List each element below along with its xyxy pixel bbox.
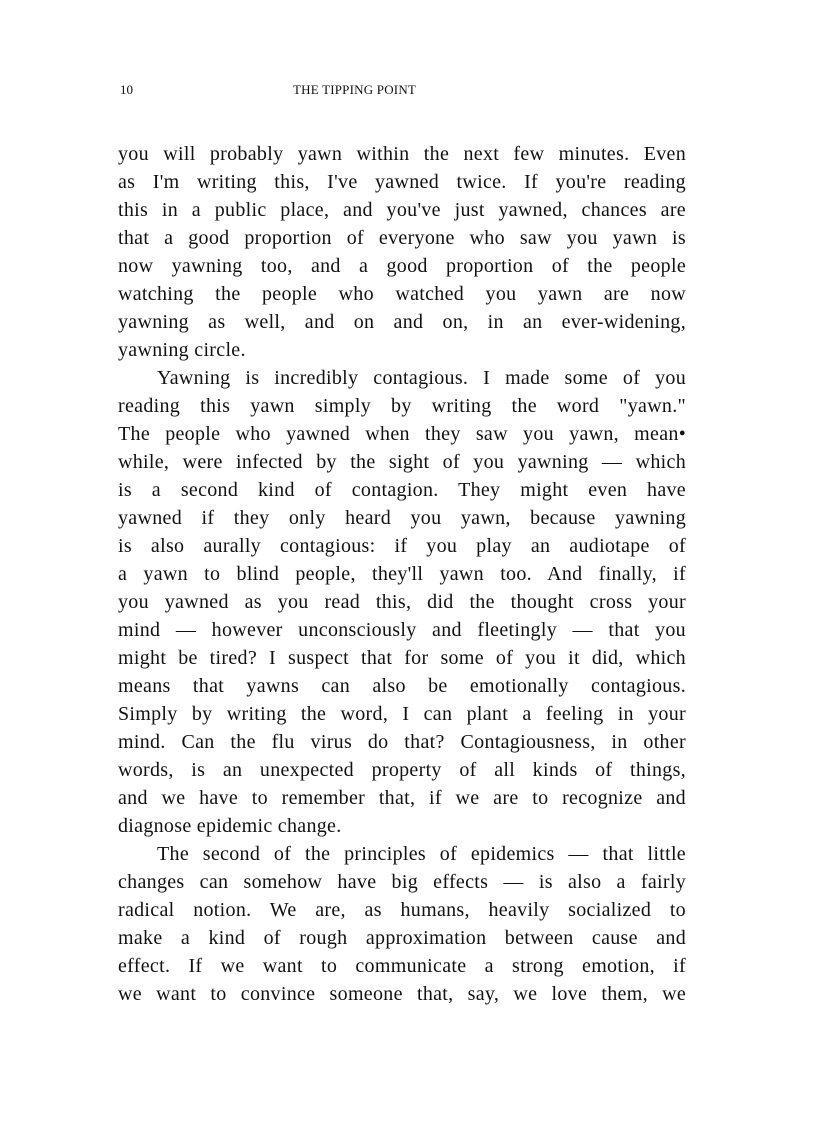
text-line: yawned if they only heard you yawn, because yawning: [118, 507, 686, 529]
text-line: mind — however unconsciously and fleetingly — that you: [118, 619, 686, 641]
text-line: words, is an unexpected property of all kinds of things,: [118, 759, 686, 781]
text-line: Simply by writing the word, I can plant a feeling in your: [118, 703, 686, 725]
text-line: a yawn to blind people, they'll yawn too. And finally, if: [118, 563, 686, 585]
text-line: radical notion. We are, as humans, heavily socialized to: [118, 899, 686, 921]
text-line: Yawning is incredibly contagious. I made some of you: [157, 367, 686, 389]
text-line: while, were infected by the sight of you yawning — which: [118, 451, 686, 473]
text-line: we want to convince someone that, say, we love them, we: [118, 983, 686, 1005]
text-line: reading this yawn simply by writing the word "yawn.": [118, 395, 686, 417]
text-line: The people who yawned when they saw you yawn, mean•: [118, 423, 686, 445]
text-line: and we have to remember that, if we are to recognize and: [118, 787, 686, 809]
text-line: is a second kind of contagion. They might even have: [118, 479, 686, 501]
running-title: THE TIPPING POINT: [293, 82, 417, 97]
text-line: is also aurally contagious: if you play an audiotape of: [118, 535, 686, 557]
text-line: mind. Can the flu virus do that? Contagiousness, in other: [118, 731, 686, 753]
page-number: 10: [120, 82, 133, 97]
text-line: as I'm writing this, I've yawned twice. If you're reading: [118, 171, 686, 193]
paragraph: [118, 364, 686, 840]
text-line: you yawned as you read this, did the thought cross your: [118, 591, 686, 613]
text-line: changes can somehow have big effects — is also a fairly: [118, 871, 686, 893]
text-line: diagnose epidemic change.: [118, 815, 342, 837]
text-line: effect. If we want to communicate a strong emotion, if: [118, 955, 686, 977]
paragraph: [118, 840, 686, 1008]
running-header: [118, 80, 686, 100]
text-line: yawning as well, and on and on, in an ever-widening,: [118, 311, 686, 333]
text-line: might be tired? I suspect that for some of you it did, which: [118, 647, 686, 669]
text-line: you will probably yawn within the next few minutes. Even: [118, 143, 686, 165]
text-line: make a kind of rough approximation between cause and: [118, 927, 686, 949]
text-line: that a good proportion of everyone who saw you yawn is: [118, 227, 686, 249]
text-line: means that yawns can also be emotionally contagious.: [118, 675, 686, 697]
text-line: this in a public place, and you've just yawned, chances are: [118, 199, 686, 221]
text-line: now yawning too, and a good proportion of the people: [118, 255, 686, 277]
text-line: The second of the principles of epidemics — that little: [157, 843, 686, 865]
paragraph: [118, 140, 686, 364]
text-line: watching the people who watched you yawn are now: [118, 283, 686, 305]
text-line: yawning circle.: [118, 339, 246, 361]
body-text: [118, 140, 686, 1008]
